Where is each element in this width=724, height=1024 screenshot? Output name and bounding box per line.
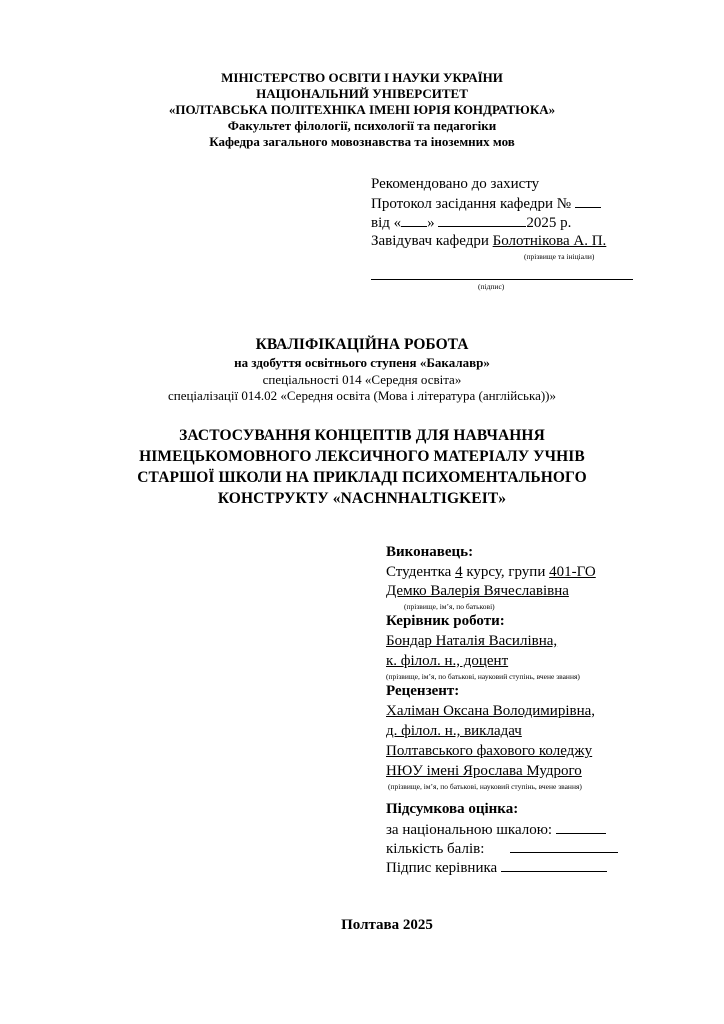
- faculty-name: Факультет філології, психології та педагогіки: [227, 118, 497, 133]
- supervisor-degree: к. філол. н., доцент: [386, 653, 509, 669]
- department-head-label: Завідувач кафедри: [371, 233, 489, 249]
- reviewer-degree: д. філол. н., викладач: [386, 723, 522, 739]
- date-suffix: 2025 р.: [526, 215, 572, 231]
- specialty-line: спеціальності 014 «Середня освіта»: [262, 372, 462, 387]
- city-year: Полтава 2025: [341, 917, 433, 933]
- student-name-caption: (прізвище, ім’я, по батькові): [404, 602, 495, 611]
- date-prefix: від «: [371, 215, 402, 231]
- month-blank: [438, 213, 526, 227]
- national-scale-line: [386, 820, 606, 840]
- student-prefix: Студентка: [386, 564, 452, 580]
- head-name-caption: (прізвище та ініціали): [524, 252, 595, 261]
- supervisor-name: Бондар Наталія Василівна,: [386, 633, 558, 649]
- topic-line-4: КОНСТРУКТУ «NACHNHALTIGKEIT»: [217, 490, 507, 507]
- points-label: кількість балів:: [386, 841, 485, 857]
- signature-grade-line: [386, 858, 607, 878]
- topic-line-1: ЗАСТОСУВАННЯ КОНЦЕПТІВ ДЛЯ НАВЧАННЯ: [179, 427, 545, 444]
- student-line: [386, 563, 596, 582]
- work-title: КВАЛІФІКАЦІЙНА РОБОТА: [255, 336, 469, 353]
- topic-line-3: СТАРШОЇ ШКОЛИ НА ПРИКЛАДІ ПСИХОМЕНТАЛЬНОГО: [137, 469, 587, 486]
- supervisor-caption: (прізвище, ім’я, по батькові, науковий ступінь, вчене звання): [386, 672, 580, 681]
- department-head-name: Болотнікова А. П.: [492, 233, 607, 249]
- day-blank: [401, 213, 427, 227]
- ministry-heading: МІНІСТЕРСТВО ОСВІТИ І НАУКИ УКРАЇНИ: [221, 70, 503, 85]
- protocol-number-blank: [575, 194, 601, 208]
- reviewer-org-1: Полтавського фахового коледжу: [386, 743, 593, 759]
- course-number: 4: [455, 564, 463, 580]
- university-name: «ПОЛТАВСЬКА ПОЛІТЕХНІКА ІМЕНІ ЮРІЯ КОНДРАТЮКА»: [168, 102, 556, 117]
- supervisor-signature-blank: [501, 858, 607, 872]
- degree-line: на здобуття освітнього ступеня «Бакалавр»: [234, 355, 490, 370]
- date-quote: »: [427, 215, 435, 231]
- signature-caption: (підпис): [478, 282, 505, 291]
- topic-line-2: НІМЕЦЬКОМОВНОГО ЛЕКСИЧНОГО МАТЕРІАЛУ УЧНІВ: [139, 448, 585, 465]
- reviewer-caption: (прізвище, ім’я, по батькові, науковий ступінь, вчене звання): [388, 782, 582, 791]
- reviewer-label: Рецензент:: [386, 683, 460, 699]
- signature-line: [371, 279, 633, 280]
- university-type: НАЦІОНАЛЬНИЙ УНІВЕРСИТЕТ: [256, 86, 468, 101]
- protocol-label: Протокол засідання кафедри №: [371, 196, 572, 212]
- points-line: [386, 839, 618, 859]
- group-number: 401-ГО: [549, 564, 596, 580]
- protocol-line: [371, 194, 601, 214]
- grade-label: Підсумкова оцінка:: [386, 801, 519, 817]
- supervisor-signature-label: Підпис керівника: [386, 860, 498, 876]
- department-head-line: [371, 232, 606, 251]
- points-blank: [510, 839, 618, 853]
- department-name: Кафедра загального мовознавства та іноземних мов: [209, 134, 515, 149]
- national-scale-label: за національною шкалою:: [386, 822, 553, 838]
- reviewer-name: Халіман Оксана Володимирівна,: [386, 703, 596, 719]
- specialization-line: спеціалізації 014.02 «Середня освіта (Мова і література (англійська))»: [167, 388, 557, 403]
- supervisor-label: Керівник роботи:: [386, 613, 505, 629]
- reviewer-org-2: НЮУ імені Ярослава Мудрого: [386, 763, 582, 779]
- executor-label: Виконавець:: [386, 544, 474, 560]
- recommendation-line: Рекомендовано до захисту: [371, 176, 540, 192]
- protocol-date-line: [371, 213, 571, 233]
- course-text: курсу, групи: [466, 564, 546, 580]
- student-name: Демко Валерія Вячеславівна: [386, 583, 569, 599]
- national-scale-blank: [556, 820, 606, 834]
